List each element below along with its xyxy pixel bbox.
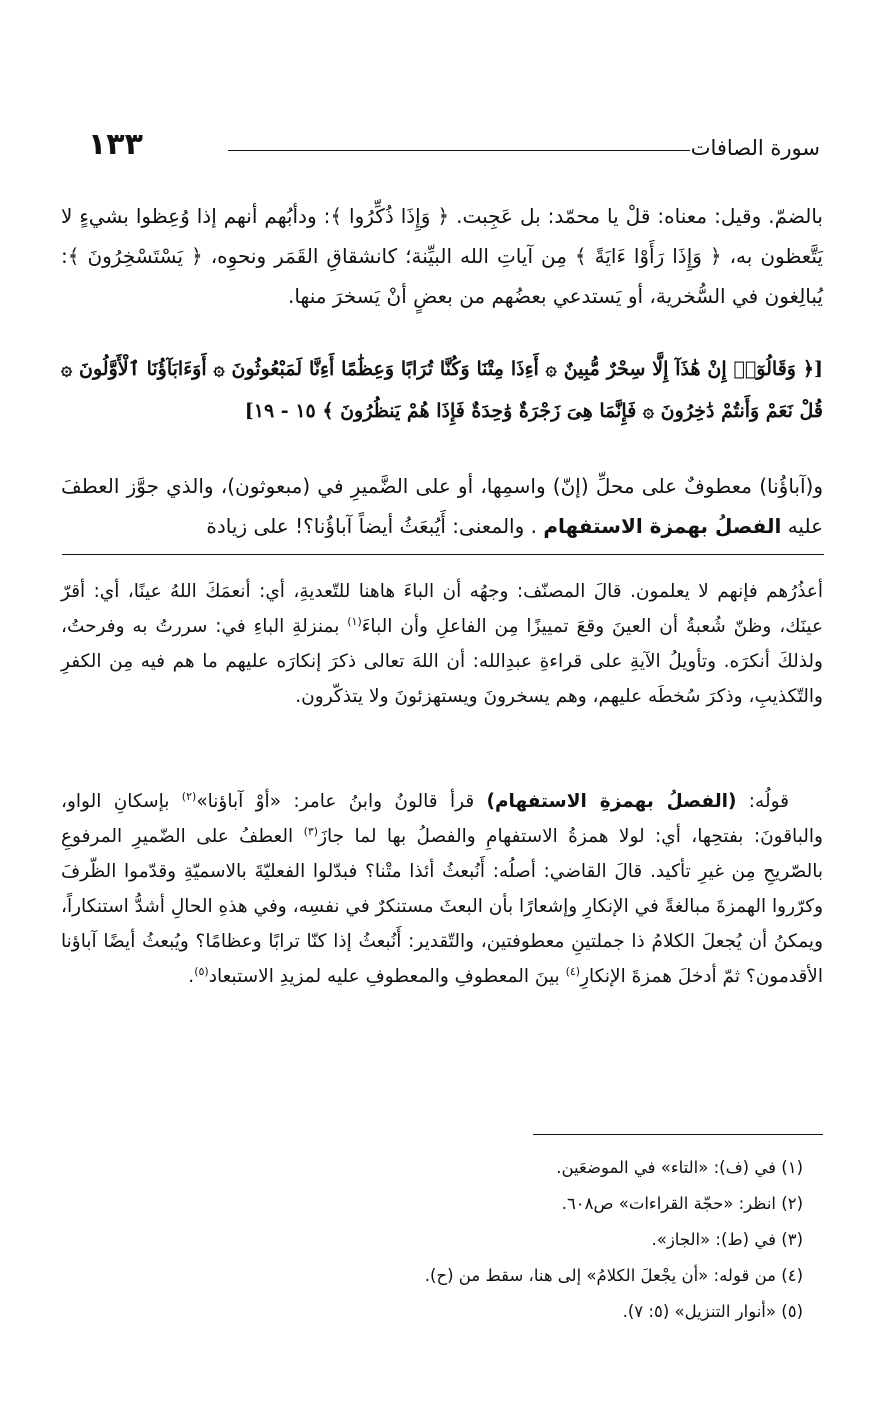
commentary-2-text-d: بينَ المعطوفِ والمعطوفِ عليه لمزيدِ الاستبعاد bbox=[208, 966, 566, 987]
quran-verses: [﴿ وَقَالُوٓا۟ إِنْ هَٰذَآ إِلَّا سِحْرٌ مُّبِينٌ ۞ أَءِذَا مِتْنَا وَكُنَّا تُرَابًا وَعِظَٰمًا أَءِنَّا لَمَبْعُوثُونَ ۞ أَوَءَابَآؤُنَا ٱلْأَوَّلُونَ ۞ قُلْ نَعَمْ وَأَنتُمْ دَٰخِرُونَ ۞ فَإِنَّمَا هِىَ زَجْرَةٌ وَٰحِدَةٌ فَإِذَا هُمْ يَنظُرُونَ ﴾ ١٥ - ١٩] bbox=[61, 358, 823, 422]
commentary-1-text-b: بمنزلةِ الباءِ في: سررتُ به وفرحتُ، ولذلكَ أنكرَه. وتأويلُ الآيةِ على قراءةِ عبدِالله: أن اللهَ تعالى ذكرَ إنكارَه عليهم ما هم فيه مِن الكفرِ والتّكذيبِ، وذكرَ سُخطَه عليهم، وهم يسخرونَ ويستهزئونَ ولا يتذكّرون. bbox=[61, 616, 823, 707]
commentary-2-lead: قولُه: bbox=[736, 791, 789, 812]
footnote-ref-3[interactable]: (٣) bbox=[303, 824, 319, 838]
commentary-2-end: . bbox=[188, 966, 195, 987]
footnote-1: (١) في (ف): «التاء» في الموضعَين. bbox=[556, 1158, 803, 1177]
header-rule bbox=[228, 150, 690, 151]
commentary-paragraph-2 bbox=[61, 784, 823, 994]
footnote-2: (٢) انظر: «حجّة القراءات» ص٦٠٨. bbox=[561, 1194, 803, 1213]
footnote-separator bbox=[533, 1134, 823, 1135]
body-separator bbox=[62, 554, 824, 555]
footnote-3: (٣) في (ط): «الجاز». bbox=[651, 1230, 803, 1249]
main-paragraph-2 bbox=[61, 466, 823, 546]
page-number: ١٣٣ bbox=[88, 127, 143, 162]
footnote-ref-2[interactable]: (٢) bbox=[181, 789, 197, 803]
commentary-2-text-b: بإسكانِ الواو، والباقونَ: بفتحِها، أي: لولا همزةُ الاستفهامِ والفصلُ بها لما جازَ bbox=[61, 791, 823, 847]
main-paragraph-2-text: و(آباؤُنا) معطوفٌ على محلِّ (إنّ) واسمِها، أو على الضَّميرِ في (مبعوثون)، والذي جوَّز العطفَ عليه bbox=[61, 474, 823, 538]
footnote-ref-4[interactable]: (٤) bbox=[565, 964, 581, 978]
footnote-5: (٥) «أنوار التنزيل» (٥: ٧). bbox=[622, 1302, 803, 1321]
page-header bbox=[88, 128, 820, 168]
main-paragraph-1: بالضمّ. وقيل: معناه: قلْ يا محمّد: بل عَجِبت. ﴿ وَإِذَا ذُكِّرُوا ﴾: ودأبُهم أنهم إذا وُعِظوا بشيءٍ لا يَتَّعظون به، ﴿ وَإِذَا رَأَوْا ءَايَةً ﴾ مِن آياتِ الله البيِّنة؛ كانشقاقِ القَمَر ونحوِه، ﴿ يَسْتَسْخِرُونَ ﴾: يُبالِغون في السُّخرية، أو يَستدعي بعضُهم من بعضٍ أنْ يَسخرَ منها. bbox=[61, 204, 823, 308]
commentary-2-text-c: العطفُ على الضّميرِ المرفوعِ بالصّريحِ مِن غيرِ تأكيد. قالَ القاضي: أصلُه: أَنُبعثُ أئذا متْنا؟ فبدّلوا الفعليّةَ بالاسميّةِ وقدّموا الظّرفَ وكرّروا الهمزةَ مبالغةً في الإنكارِ وإشعارًا بأن البعثَ مستنكرٌ في نفسِه، وفي هذهِ الحالِ أشدُّ استنكاراً، ويمكنُ أن يُجعلَ الكلامُ ذا جملتينِ معطوفتين، والتّقدير: أَنُبعثُ إذا كنّا ترابًا وعظامًا؟ ويُبعثُ أيضًا آباؤنا الأقدمون؟ ثمّ أدخلَ همزةَ الإنكارِ bbox=[61, 826, 823, 987]
commentary-1-text: أعذُرُهم فإنهم لا يعلمون. قالَ المصنّف: وجهُه أن الباءَ هاهنا للتّعديةِ، أي: أنعمَكَ اللهُ عينًا، أي: أقرّ عينَك، وظنّ شُعبةُ أن العينَ وقعَ تمييزًا مِن الفاعلِ وأن الباءَ bbox=[61, 581, 823, 637]
main-paragraph-2-bold: الفصلُ بهمزة الاستفهام bbox=[543, 514, 782, 538]
commentary-2-bold: (الفصلُ بهمزةِ الاستفهام) bbox=[486, 791, 737, 812]
footnote-ref-1[interactable]: (١) bbox=[347, 614, 362, 628]
footnotes bbox=[103, 1150, 803, 1330]
footnote-ref-5[interactable]: (٥) bbox=[194, 964, 209, 978]
commentary-2-text-a: قرأ قالونُ وابنُ عامر: «أوْ آباؤنا» bbox=[196, 791, 487, 812]
footnote-4: (٤) من قوله: «أن يجْعلَ الكلامُ» إلى هنا، سقط من (ح). bbox=[424, 1266, 803, 1285]
commentary-paragraph-1 bbox=[61, 574, 823, 714]
surah-title: سورة الصافات bbox=[690, 136, 820, 160]
main-paragraph-2-end: . والمعنى: أَيُبعَثُ أيضاً آباؤُنا؟! على زيادة bbox=[206, 514, 537, 538]
